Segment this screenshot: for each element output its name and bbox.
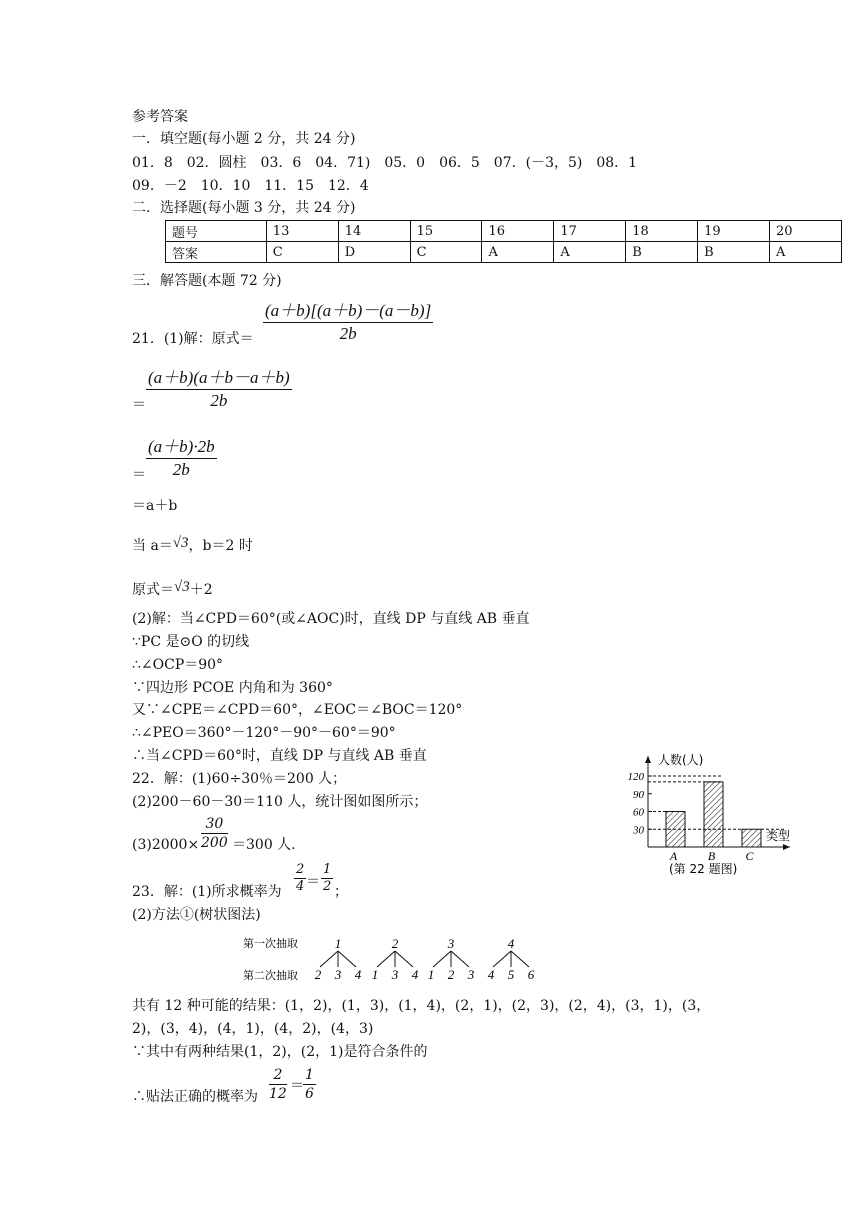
table-cell: C [266, 242, 338, 263]
table-cell: A [482, 242, 554, 263]
fraction-denominator: 12 [269, 1086, 287, 1102]
tree-branches [433, 951, 469, 967]
section3-heading: 三．解答题(本题 72 分) [132, 273, 282, 289]
category-label: A [669, 849, 678, 863]
category-label: B [707, 849, 716, 863]
q21-substitution [132, 534, 253, 555]
table-cell: C [410, 242, 482, 263]
tree-leaf: 3 [391, 967, 399, 982]
tree-leaf: 2 [447, 967, 455, 982]
q23-line6: ∴贴法正确的概率为 [132, 1089, 258, 1105]
table-cell: 14 [338, 221, 410, 242]
table-cell: 15 [410, 221, 482, 242]
text: 当 a＝ [132, 538, 173, 554]
q23-line1: 23．解：(1)所求概率为 [132, 884, 282, 900]
y-tick-label: 30 [633, 824, 644, 837]
fraction-denominator: 2b [339, 324, 357, 343]
q21-part2-line: 又∵∠CPE＝∠CPD＝60°，∠EOC＝∠BOC＝120° [132, 702, 463, 718]
chart-caption: (第 22 题图) [669, 862, 738, 876]
table-cell: 题号 [166, 221, 267, 242]
fraction-denominator: 4 [296, 879, 305, 894]
y-tick-label: 120 [627, 771, 644, 783]
tree-leaf: 4 [354, 967, 362, 982]
q21-result: ＝a＋b [132, 498, 178, 514]
q23-fraction-2 [321, 862, 333, 895]
q22-line2: (2)200－60－30＝110 人，统计图如图所示； [132, 794, 428, 810]
table-cell: B [626, 242, 698, 263]
table-cell: B [698, 242, 770, 263]
q21-fraction-2 [146, 367, 292, 412]
q21-part2-line: ∵PC 是⊙O 的切线 [132, 634, 250, 650]
fraction-denominator: 2b [210, 391, 228, 410]
tree-root: 2 [391, 936, 399, 951]
section1-heading: 一．填空题(每小题 2 分，共 24 分) [132, 131, 356, 147]
table-cell: 答案 [166, 242, 267, 263]
fraction-numerator: 1 [305, 1067, 314, 1083]
fraction-denominator: 6 [305, 1086, 314, 1102]
bar [666, 812, 685, 848]
tree-leaf: 3 [467, 967, 475, 982]
q23-line3: 共有 12 种可能的结果：(1，2)，(1，3)，(1，4)，(2，1)，(2，3)，(2，4)，(3，1)，(3， [132, 998, 711, 1014]
tree-leaf: 4 [411, 967, 419, 982]
table-cell: A [770, 242, 842, 263]
q23-line5: ∵其中有两种结果(1，2)，(2，1)是符合条件的 [132, 1044, 428, 1060]
y-axis-label: 人数(人) [658, 753, 704, 767]
section2-heading: 二．选择题(每小题 3 分，共 24 分) [132, 200, 356, 216]
table-cell: 16 [482, 221, 554, 242]
fraction-numerator: (a＋b)·2b [146, 436, 217, 459]
tree-row2-label: 第二次抽取 [243, 969, 298, 982]
bar [742, 829, 761, 847]
table-cell: 18 [626, 221, 698, 242]
table-cell: D [338, 242, 410, 263]
q21-part2-line: ∴∠PEO＝360°－120°－90°－60°＝90° [132, 725, 396, 741]
tree-root: 4 [507, 936, 515, 951]
table-cell: 20 [770, 221, 842, 242]
tree-row1-label: 第一次抽取 [243, 937, 298, 950]
tree-leaf: 1 [427, 967, 435, 982]
q23-fraction-4 [303, 1066, 316, 1103]
bar [704, 782, 723, 847]
fill-answers-line2: 09．－2 10．10 11．15 12．4 [132, 178, 369, 194]
q23-line2: (2)方法①(树状图法) [132, 907, 261, 923]
y-tick-label: 60 [633, 806, 644, 819]
table-row [166, 221, 842, 242]
fraction-numerator: 2 [269, 1066, 287, 1085]
q23-line4: 2)，(3，4)，(4，1)，(4，2)，(4，3) [132, 1021, 374, 1037]
tree-leaf: 6 [527, 967, 535, 982]
fraction-numerator: (a＋b)[(a＋b)－(a－b)] [263, 300, 433, 323]
q21-fraction-1 [263, 300, 433, 345]
sqrt-three: √3 [172, 535, 189, 551]
q21-part2-line: ∴∠OCP＝90° [132, 657, 224, 673]
q21-final [132, 578, 213, 599]
tree-branches [493, 951, 529, 967]
table-row [166, 242, 842, 263]
plot-area [628, 756, 791, 863]
tree-branches [377, 951, 413, 967]
q22-fraction [201, 815, 228, 852]
sqrt-three: √3 [174, 579, 190, 595]
semicolon: ； [334, 884, 348, 900]
q23-fraction-1 [294, 862, 306, 895]
tree-leaf: 3 [334, 967, 342, 982]
q21-part2-line: (2)解：当∠CPD＝60°(或∠AOC)时，直线 DP 与直线 AB 垂直 [132, 611, 530, 627]
x-axis-label: 类型 [766, 829, 791, 843]
table-cell: A [554, 242, 626, 263]
table-cell: 17 [554, 221, 626, 242]
y-tick-label: 90 [633, 788, 644, 801]
tree-leaf: 2 [314, 967, 322, 982]
fraction-denominator: 2b [172, 460, 190, 479]
equals-sign: ＝ [306, 874, 320, 890]
tree-leaf: 1 [371, 967, 379, 982]
q21-prefix: 21．(1)解：原式＝ [132, 331, 254, 347]
x-axis-arrow [783, 844, 790, 850]
y-axis-arrow [645, 756, 651, 763]
tree-branches [320, 951, 356, 967]
fraction-numerator: (a＋b)(a＋b－a＋b) [146, 367, 292, 390]
tree-root: 3 [447, 936, 455, 951]
fraction-numerator: 30 [201, 815, 228, 834]
text: 原式＝ [132, 582, 174, 598]
table-cell: 19 [698, 221, 770, 242]
q21-fraction-3 [146, 436, 217, 481]
tree-root: 1 [334, 936, 342, 951]
q21-part2-line: ∵四边形 PCOE 内角和为 360° [132, 680, 333, 696]
equals-sign: ＝ [132, 467, 146, 483]
bar-chart [618, 748, 808, 883]
fraction-numerator: 2 [296, 862, 305, 877]
q22-line3b: ＝300 人. [232, 837, 296, 853]
fraction-numerator: 1 [323, 862, 332, 877]
category-label: C [745, 849, 754, 863]
answer-table [165, 220, 842, 263]
text: ＋2 [189, 582, 213, 598]
tree-diagram [240, 935, 560, 985]
equals-sign: ＝ [290, 1078, 304, 1094]
q23-fraction-3 [269, 1066, 287, 1103]
tree-leaf: 5 [507, 967, 515, 982]
fraction-denominator: 2 [323, 879, 332, 894]
q21-part2-line: ∴当∠CPD＝60°时，直线 DP 与直线 AB 垂直 [132, 748, 427, 764]
text: ，b＝2 时 [188, 538, 253, 554]
page-title: 参考答案 [132, 109, 188, 125]
tree-leaf: 4 [487, 967, 495, 982]
q22-line1: 22．解：(1)60÷30％＝200 人； [132, 771, 347, 787]
equals-sign: ＝ [132, 397, 146, 413]
table-cell: 13 [266, 221, 338, 242]
fill-answers-line1: 01．8 02．圆柱 03．6 04．71) 05．0 06．5 07．(－3，5) 08．1 [132, 155, 638, 171]
q22-line3a: (3)2000× [132, 837, 200, 853]
fraction-denominator: 200 [201, 835, 228, 851]
